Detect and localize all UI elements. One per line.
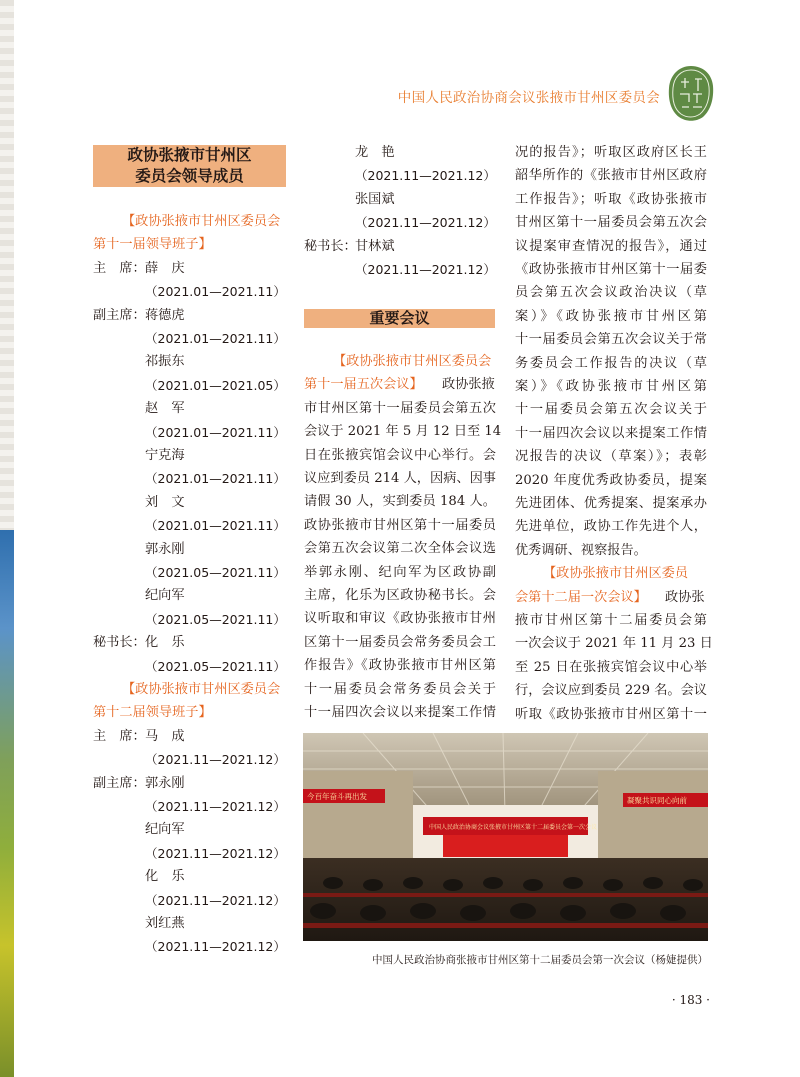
paragraph-text: 十一届四次会议以来提案工作情 [304,705,496,720]
paragraph-heading: 第十一届五次会议】 [304,377,423,393]
member-term: （2021.01—2021.11） [145,471,286,487]
member-term: （2021.11—2021.12） [145,892,286,908]
member-term: （2021.11—2021.12） [145,845,286,861]
paragraph-text: 况的报告》；听取区政府区长王 [515,145,707,160]
member-role: 主 席： [93,260,146,276]
paragraph-text: 请假 30 人，实到委员 184 人。 [304,494,496,510]
paragraph-text: 政协张掖市甘州区第十一届委员 [304,517,496,533]
member-name: 蒋德虎 [145,307,185,323]
member-term: （2021.11—2021.12） [145,799,286,814]
member-term: （2021.11—2021.12） [355,262,496,277]
member-name: 甘林斌 [355,238,395,254]
section-title-line: 委员会领导成员 [135,167,244,185]
paragraph-text: 韶华所作的《张掖市甘州区政府 [515,168,707,184]
paragraph-text: 日在张掖宾馆会议中心举行。会 [304,447,496,463]
member-role: 秘书长： [93,635,146,651]
banner-center-text: 中国人民政治协商会议张掖市甘州区第十二届委员会第一次会议 [429,824,598,831]
paragraph-text: 甘州区第十一届委员会第五次会 [515,215,707,231]
member-term: （2021.01—2021.11） [145,518,286,534]
group-heading: 第十二届领导班子】 [93,705,212,721]
member-term: （2021.01—2021.11） [145,331,286,346]
group-heading: 第十一届领导班子】 [93,237,212,253]
member-name: 赵 军 [145,401,185,417]
paragraph-text: 案）》《政协张掖市甘州区第 [515,308,707,324]
member-name: 化 乐 [145,869,185,885]
member-term: （2021.05—2021.11） [145,565,286,580]
decorative-photo-strip [0,530,14,1077]
member-term: （2021.11—2021.12） [145,752,286,768]
paragraph-text: 案）》《政协张掖市甘州区第 [515,379,707,394]
paragraph-text: 先进团体、优秀提案、提案承办 [515,496,707,511]
member-term: （2021.01—2021.05） [145,377,286,393]
page-number: · 183 · [671,993,710,1007]
member-name: 化 乐 [145,635,185,651]
paragraph-text: 政协张掖 [442,377,495,393]
paragraph-text: 举郭永刚、纪向军为区政协副 [304,564,496,580]
paragraph-heading: 【政协张掖市甘州区委员会 [333,354,492,369]
paragraph-text: 听取《政协张掖市甘州区第十一 [515,706,707,722]
paragraph-text: 一次会议于 2021 年 11 月 23 日 [515,636,713,652]
photo-caption: 中国人民政治协商张掖市甘州区第十二届委员会第一次会议（杨婕提供） [372,954,708,966]
member-role: 秘书长： [304,238,357,254]
section-title-line: 政协张掖市甘州区 [127,146,252,164]
member-name: 郭永刚 [145,775,185,791]
member-term: （2021.05—2021.11） [145,611,286,627]
paragraph-text: 议应到委员 214 人，因病、因事 [304,471,496,486]
paragraph-text: 十一届委员会常务委员会关于 [304,681,496,697]
paragraph-text: 行，会议应到委员 229 名。会议 [515,683,707,699]
paragraph-text: 优秀调研、视察报告。 [515,542,647,558]
member-name: 宁克海 [145,448,185,463]
member-term: （2021.01—2021.11） [145,284,286,300]
meeting-photo [303,733,708,941]
member-term: （2021.01—2021.11） [145,424,286,440]
section-title [93,145,286,187]
paragraph-text: 2020 年度优秀政协委员，提案 [515,472,707,488]
member-role: 副主席： [93,307,146,323]
member-term: （2021.05—2021.11） [145,658,286,674]
group-heading: 【政协张掖市甘州区委员会 [122,214,281,229]
paragraph-text: 至 25 日在张掖宾馆会议中心举 [515,659,707,675]
member-name: 祁振东 [145,354,185,370]
paragraph-text: 掖市甘州区第十二届委员会第 [515,613,707,628]
member-term: （2021.11—2021.12） [355,215,496,231]
paragraph-heading: 【政协张掖市甘州区委员 [543,566,689,582]
paragraph-text: 先进单位，政协工作先进个人， [515,519,707,535]
banner-right-text: 凝聚共识同心向前 [627,796,687,805]
paragraph-text: 区第十一届委员会常务委员会工 [304,634,496,650]
paragraph-text: 十一届委员会第五次会议关于常 [515,332,707,348]
seal-logo [667,64,715,122]
member-name: 刘 文 [145,494,185,510]
member-name: 张国斌 [355,191,395,207]
member-term: （2021.11—2021.12） [355,168,496,184]
banner-left-text: 今百年奋斗再出发 [307,792,367,801]
member-name: 郭永刚 [145,541,185,557]
paragraph-text: 员会第五次会议政治决议（草 [515,285,707,301]
paragraph-text: 会第五次会议第二次全体会议选 [304,541,496,557]
paragraph-text: 主席，化乐为区政协秘书长。会 [304,588,496,603]
paragraph-text: 市甘州区第十一届委员会第五次 [304,400,496,416]
paragraph-text: 十一届四次会议以来提案工作情 [515,425,707,441]
paragraph-text: 议听取和审议《政协张掖市甘州 [304,611,496,627]
member-name: 龙 艳 [355,145,395,160]
paragraph-text: 政协张 [665,589,705,605]
section-meetings-title: 重要会议 [304,309,495,328]
member-name: 马 成 [145,728,185,744]
member-name: 纪向军 [145,588,185,604]
paragraph-text: 会议于 2021 年 5 月 12 日至 14 [304,424,502,440]
paragraph-text: 务委员会工作报告的决议（草 [515,355,707,371]
member-name: 薛 庆 [145,260,185,276]
paragraph-text: 作报告》《政协张掖市甘州区第 [304,658,496,674]
paragraph-text: 《政协张掖市甘州区第十一届委 [515,262,707,277]
member-role: 主 席： [93,728,146,744]
running-head: 中国人民政治协商会议张掖市甘州区委员会 [397,90,660,106]
paragraph-text: 况报告的决议（草案）》；表彰 [515,449,707,465]
paragraph-text: 议提案审查情况的报告》，通过 [515,238,707,254]
paragraph-heading: 会第十二届一次会议】 [515,589,647,605]
paragraph-text: 十一届委员会第五次会议关于 [515,402,707,418]
paragraph-text: 工作报告》；听取《政协张掖市 [515,191,707,207]
member-name: 刘红燕 [145,916,185,931]
group-heading: 【政协张掖市甘州区委员会 [122,682,281,697]
member-name: 纪向军 [145,822,185,838]
member-term: （2021.11—2021.12） [145,939,286,955]
member-role: 副主席： [93,775,146,791]
